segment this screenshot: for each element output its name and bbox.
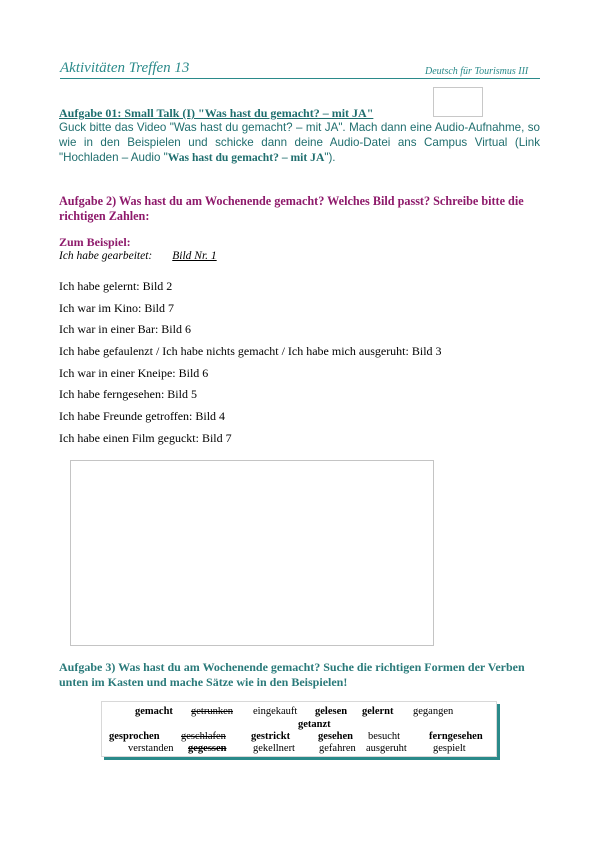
- task1-body-part2: ").: [324, 151, 336, 164]
- verb-word: eingekauft: [253, 706, 298, 717]
- header-rule: [60, 78, 540, 79]
- list-item: Ich war in einer Bar: Bild 6: [59, 322, 191, 337]
- verb-word: getrunken: [191, 706, 233, 717]
- list-item: Ich habe ferngesehen: Bild 5: [59, 387, 197, 402]
- list-item: Ich war in einer Kneipe: Bild 6: [59, 365, 209, 380]
- verb-word: ferngesehen: [429, 731, 483, 742]
- task1-body-part1: Guck bitte das Video "Was hast du gemacht? – mit JA". Mach dann eine Audio-Aufnahme, so wie in den Beispielen und schicke dann deine Audio-Datei ans Campus Virtual (Link "Hochladen – Audio ": [59, 121, 540, 164]
- verb-word: geschlafen: [181, 731, 226, 742]
- verb-word: verstanden: [128, 743, 174, 754]
- verb-word: gesprochen: [109, 731, 160, 742]
- list-item: Ich habe gelernt: Bild 2: [59, 279, 173, 293]
- verb-word: gesehen: [318, 731, 353, 742]
- task1-body-bold: Was hast du gemacht? – mit JA: [167, 151, 325, 164]
- verb-word: gespielt: [433, 743, 466, 754]
- task2-example: [59, 250, 232, 262]
- list-item: Ich habe gefaulenzt / Ich habe nichts gemacht / Ich habe mich ausgeruht: Bild 3: [59, 344, 442, 359]
- verb-word: getanzt: [298, 719, 331, 730]
- task2-title: Aufgabe 2) Was hast du am Wochenende gemacht? Welches Bild passt? Schreibe bitte die richtigen Zahlen:: [59, 194, 524, 223]
- list-item: Ich war im Kino: Bild 7: [59, 300, 174, 315]
- task2-answer-list: [59, 279, 442, 453]
- verb-word: besucht: [368, 731, 401, 742]
- verb-box: [101, 701, 497, 757]
- empty-box: [433, 87, 483, 117]
- verb-word: gegessen: [188, 743, 227, 754]
- task3-title: Aufgabe 3) Was hast du am Wochenende gemacht? Suche die richtigen Formen der Verben unten im Kasten und mache Sätze wie in den Beispielen!: [59, 660, 525, 689]
- worksheet-title: Aktivitäten Treffen 13: [60, 60, 190, 76]
- task1-title: Aufgabe 01: Small Talk (I) "Was hast du gemacht? – mit JA": [59, 106, 374, 120]
- verb-word: gemacht: [135, 706, 173, 717]
- course-name: Deutsch für Tourismus III: [425, 66, 529, 77]
- task2-example-heading: Zum Beispiel:: [59, 235, 131, 249]
- verb-word: gekellnert: [253, 743, 295, 754]
- task2-example-text: Ich habe gearbeitet:: [59, 250, 153, 262]
- list-item: Ich habe einen Film geguckt: Bild 7: [59, 430, 232, 445]
- list-item: Ich habe Freunde getroffen: Bild 4: [59, 409, 226, 424]
- task2-example-answer: Bild Nr. 1: [172, 250, 217, 262]
- verb-word: ausgeruht: [366, 743, 407, 754]
- verb-word: gestrickt: [251, 731, 291, 742]
- verb-word: gefahren: [319, 743, 356, 754]
- verb-word: gegangen: [413, 706, 454, 717]
- picture-placeholder: [70, 460, 434, 646]
- task1-instructions: [59, 120, 540, 165]
- verb-word: gelesen: [315, 706, 348, 717]
- verb-word: gelernt: [362, 706, 394, 717]
